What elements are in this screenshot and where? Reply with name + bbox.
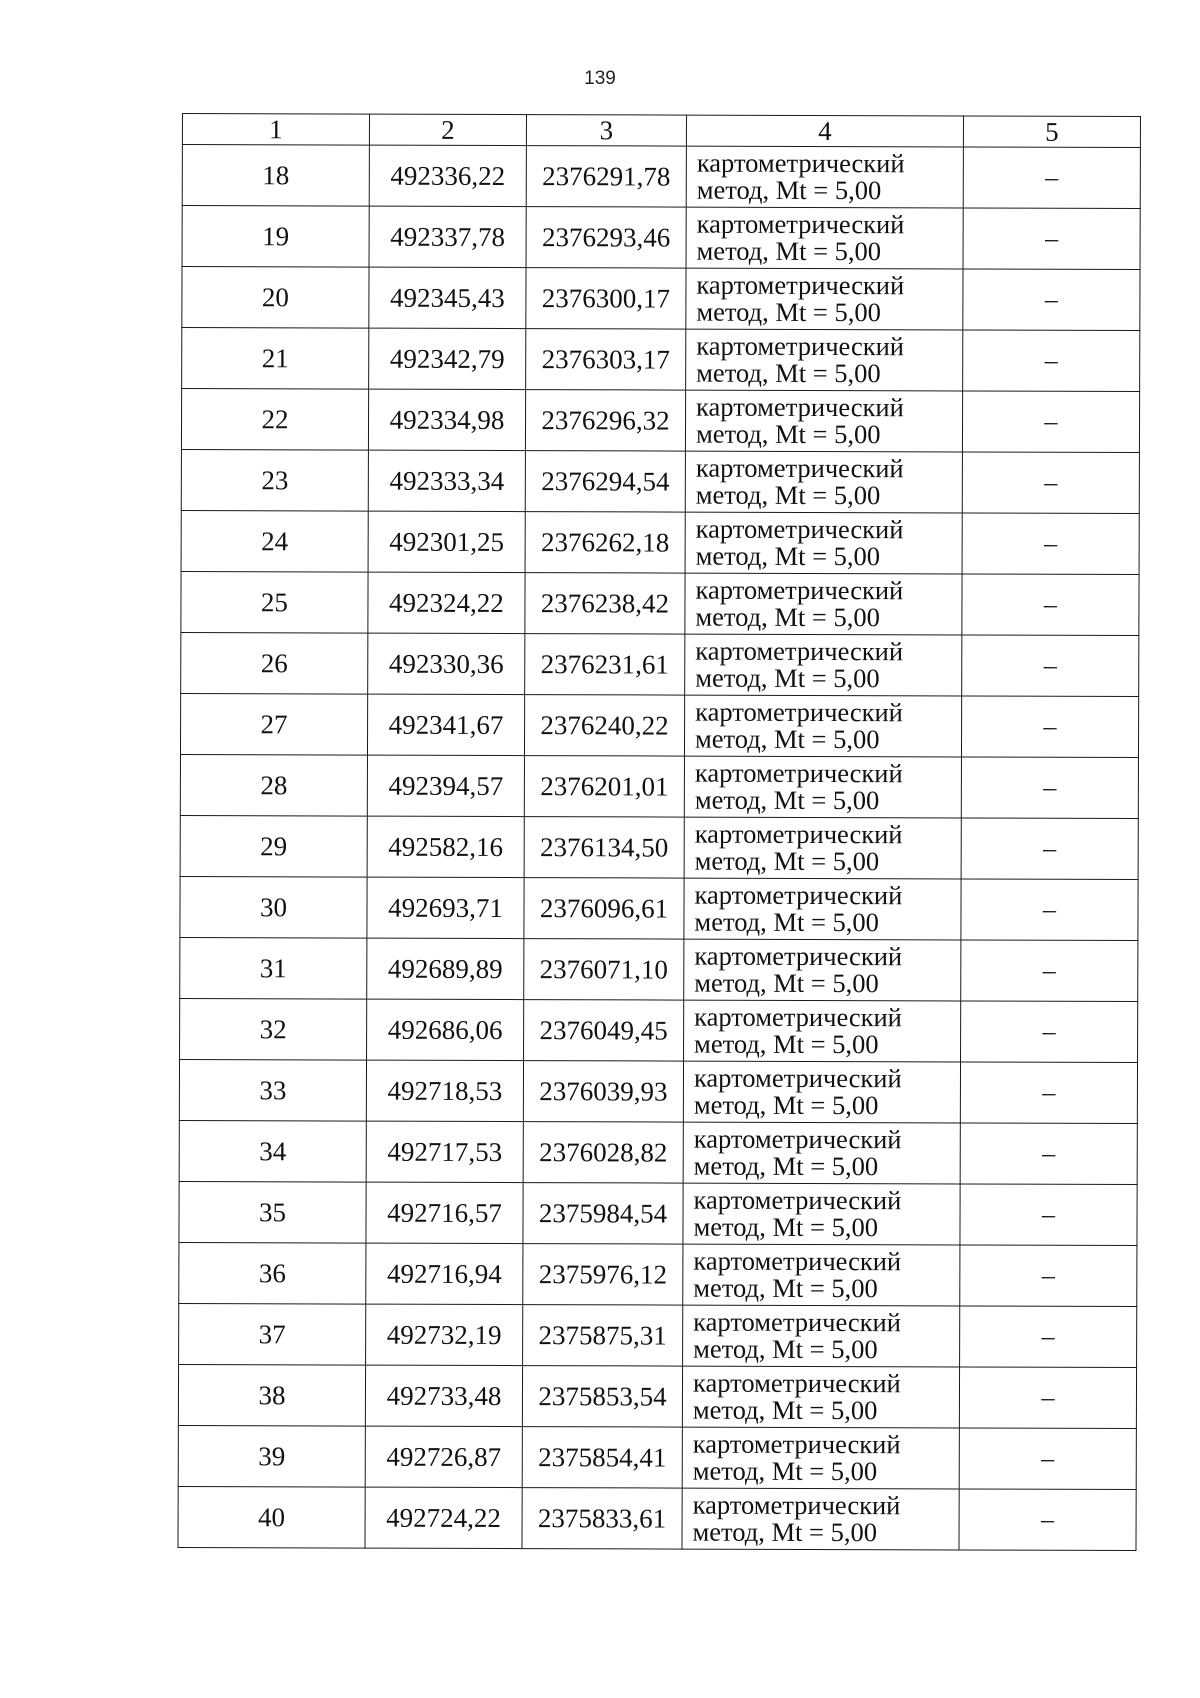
page-number: 139 [584, 68, 616, 89]
method-line-2: метод, Mt = 5,00 [692, 1394, 878, 1426]
method-cell [682, 1366, 959, 1428]
method-cell [684, 695, 961, 757]
point-number-cell: 21 [182, 328, 369, 390]
method-line-1: картометрический [692, 1489, 901, 1521]
method-line-1: картометрический [695, 635, 904, 667]
method-line-1: картометрический [696, 391, 904, 423]
col5-cell: – [962, 513, 1139, 575]
x-coordinate-cell: 492301,25 [368, 511, 525, 572]
y-coordinate-cell: 2376293,46 [526, 207, 686, 269]
point-number-cell: 31 [180, 937, 367, 999]
point-number-cell: 18 [182, 145, 369, 207]
table-row [178, 1364, 1136, 1428]
coordinates-table-container [177, 113, 1140, 1551]
x-coordinate-cell: 492345,43 [369, 267, 526, 328]
x-coordinate-cell: 492334,98 [368, 389, 525, 450]
col5-cell: – [962, 452, 1139, 514]
method-line-1: картометрический [695, 513, 904, 545]
point-number-cell: 37 [179, 1303, 366, 1365]
method-line-2: метод, Mt = 5,00 [694, 967, 879, 999]
method-cell [686, 207, 963, 269]
method-line-1: картометрический [695, 452, 904, 484]
x-coordinate-cell: 492336,22 [369, 145, 526, 206]
table-row [180, 998, 1138, 1062]
point-number-cell: 35 [179, 1181, 366, 1243]
col5-cell: – [961, 696, 1138, 758]
method-line-2: метод, Mt = 5,00 [694, 845, 880, 877]
table-row [180, 754, 1138, 818]
x-coordinate-cell: 492686,06 [367, 999, 524, 1060]
point-number-cell: 40 [178, 1486, 365, 1548]
x-coordinate-cell: 492724,22 [365, 1487, 522, 1548]
method-line-1: картометрический [694, 757, 903, 789]
method-line-2: метод, Mt = 5,00 [693, 1333, 878, 1365]
y-coordinate-cell: 2375853,54 [522, 1366, 682, 1428]
method-cell [685, 390, 962, 452]
y-coordinate-cell: 2376262,18 [525, 512, 685, 574]
col5-cell: – [962, 391, 1139, 453]
method-line-2: метод, Mt = 5,00 [696, 296, 881, 328]
method-cell [686, 146, 963, 208]
table-row [182, 206, 1140, 270]
y-coordinate-cell: 2376096,61 [524, 878, 684, 940]
method-cell [684, 939, 961, 1001]
point-number-cell: 33 [179, 1059, 366, 1121]
header-col-4: 4 [686, 115, 963, 147]
col5-cell: – [961, 879, 1138, 941]
x-coordinate-cell: 492732,19 [366, 1304, 523, 1365]
x-coordinate-cell: 492716,57 [366, 1182, 523, 1243]
y-coordinate-cell: 2375976,12 [523, 1244, 683, 1306]
method-cell [683, 1061, 960, 1123]
point-number-cell: 38 [178, 1364, 365, 1426]
method-line-2: метод, Mt = 5,00 [694, 784, 880, 816]
table-row [178, 1425, 1136, 1489]
point-number-cell: 24 [181, 510, 368, 572]
method-cell [682, 1488, 959, 1550]
method-line-2: метод, Mt = 5,00 [695, 418, 881, 450]
table-row [179, 1120, 1137, 1184]
table-row [181, 449, 1139, 513]
table-row [182, 328, 1140, 392]
point-number-cell: 22 [181, 389, 368, 451]
method-line-2: метод, Mt = 5,00 [695, 662, 880, 694]
method-line-2: метод, Mt = 5,00 [695, 540, 881, 572]
header-col-3: 3 [526, 115, 686, 147]
method-cell [684, 1000, 961, 1062]
x-coordinate-cell: 492337,78 [369, 206, 526, 267]
method-line-1: картометрический [694, 1001, 902, 1033]
x-coordinate-cell: 492733,48 [365, 1365, 522, 1426]
point-number-cell: 39 [178, 1425, 365, 1487]
col5-cell: – [961, 940, 1138, 1002]
point-number-cell: 29 [180, 815, 367, 877]
method-cell [684, 817, 961, 879]
y-coordinate-cell: 2376231,61 [525, 634, 685, 696]
y-coordinate-cell: 2376238,42 [525, 573, 685, 635]
point-number-cell: 23 [181, 449, 368, 511]
table-row [180, 693, 1138, 757]
method-cell [682, 1427, 959, 1489]
table-row [179, 1181, 1137, 1245]
method-line-1: картометрический [693, 1123, 902, 1155]
table-row [181, 510, 1139, 574]
col5-cell: – [962, 635, 1139, 697]
point-number-cell: 27 [180, 693, 367, 755]
method-line-1: картометрический [696, 330, 905, 362]
x-coordinate-cell: 492330,36 [368, 633, 525, 694]
x-coordinate-cell: 492718,53 [366, 1060, 523, 1121]
method-cell [684, 878, 961, 940]
method-line-2: метод, Mt = 5,00 [696, 357, 881, 389]
method-line-2: метод, Mt = 5,00 [693, 1089, 879, 1121]
method-line-2: метод, Mt = 5,00 [696, 174, 882, 206]
header-col-2: 2 [369, 114, 526, 145]
x-coordinate-cell: 492582,16 [367, 816, 524, 877]
table-row [179, 1303, 1137, 1367]
col5-cell: – [959, 1428, 1136, 1490]
table-header-row [182, 114, 1140, 148]
method-cell [683, 1244, 960, 1306]
table-row [182, 267, 1140, 331]
method-line-2: метод, Mt = 5,00 [693, 1272, 878, 1304]
y-coordinate-cell: 2376291,78 [526, 146, 686, 208]
method-line-2: метод, Mt = 5,00 [692, 1455, 878, 1487]
method-line-1: картометрический [695, 696, 903, 728]
point-number-cell: 32 [180, 998, 367, 1060]
y-coordinate-cell: 2375875,31 [523, 1305, 683, 1367]
table-row [181, 632, 1139, 696]
col5-cell: – [962, 574, 1139, 636]
point-number-cell: 30 [180, 876, 367, 938]
col5-cell: – [959, 1489, 1136, 1551]
y-coordinate-cell: 2376071,10 [524, 939, 684, 1001]
method-line-2: метод, Mt = 5,00 [693, 1150, 879, 1182]
col5-cell: – [961, 818, 1138, 880]
header-col-5: 5 [963, 116, 1140, 148]
y-coordinate-cell: 2375984,54 [523, 1183, 683, 1245]
method-line-2: метод, Mt = 5,00 [696, 235, 882, 267]
coordinates-table [177, 113, 1141, 1551]
method-line-1: картометрический [693, 1306, 901, 1338]
point-number-cell: 26 [181, 632, 368, 694]
point-number-cell: 19 [182, 206, 369, 268]
y-coordinate-cell: 2376303,17 [526, 329, 686, 391]
col5-cell: – [961, 757, 1138, 819]
method-cell [685, 512, 962, 574]
y-coordinate-cell: 2376294,54 [525, 451, 685, 513]
point-number-cell: 28 [180, 754, 367, 816]
table-row [180, 815, 1138, 879]
x-coordinate-cell: 492324,22 [368, 572, 525, 633]
x-coordinate-cell: 492394,57 [367, 755, 524, 816]
col5-cell: – [959, 1367, 1136, 1429]
table-row [182, 145, 1140, 209]
y-coordinate-cell: 2376300,17 [526, 268, 686, 330]
point-number-cell: 34 [179, 1120, 366, 1182]
y-coordinate-cell: 2376028,82 [523, 1122, 683, 1184]
method-cell [686, 329, 963, 391]
col5-cell: – [960, 1062, 1137, 1124]
y-coordinate-cell: 2375833,61 [522, 1488, 682, 1550]
method-line-2: метод, Mt = 5,00 [695, 479, 881, 511]
col5-cell: – [961, 1001, 1138, 1063]
method-line-2: метод, Mt = 5,00 [695, 601, 880, 633]
table-row [179, 1059, 1137, 1123]
point-number-cell: 25 [181, 571, 368, 633]
y-coordinate-cell: 2376240,22 [524, 695, 684, 757]
x-coordinate-cell: 492333,34 [368, 450, 525, 511]
x-coordinate-cell: 492342,79 [369, 328, 526, 389]
x-coordinate-cell: 492716,94 [366, 1243, 523, 1304]
method-line-1: картометрический [694, 879, 903, 911]
method-line-1: картометрический [692, 1367, 901, 1399]
y-coordinate-cell: 2376296,32 [525, 390, 685, 452]
method-line-1: картометрический [694, 818, 903, 850]
table-row [180, 876, 1138, 940]
x-coordinate-cell: 492726,87 [365, 1426, 522, 1487]
method-line-1: картометрический [696, 269, 905, 301]
method-cell [685, 634, 962, 696]
col5-cell: – [963, 208, 1140, 270]
table-row [178, 1486, 1136, 1550]
table-row [179, 1242, 1137, 1306]
point-number-cell: 20 [182, 267, 369, 329]
method-line-1: картометрический [693, 1062, 902, 1094]
y-coordinate-cell: 2376039,93 [523, 1061, 683, 1123]
col5-cell: – [963, 330, 1140, 392]
table-body [178, 145, 1140, 1551]
method-line-2: метод, Mt = 5,00 [694, 906, 879, 938]
table-row [181, 571, 1139, 635]
method-line-1: картометрический [693, 1184, 902, 1216]
header-col-1: 1 [182, 114, 369, 146]
method-line-1: картометрический [693, 1245, 902, 1277]
point-number-cell: 36 [179, 1242, 366, 1304]
method-line-2: метод, Mt = 5,00 [692, 1516, 878, 1548]
y-coordinate-cell: 2376134,50 [524, 817, 684, 879]
method-line-2: метод, Mt = 5,00 [694, 723, 880, 755]
col5-cell: – [960, 1123, 1137, 1185]
col5-cell: – [963, 269, 1140, 331]
method-cell [684, 756, 961, 818]
method-line-1: картометрический [692, 1428, 901, 1460]
method-cell [685, 573, 962, 635]
method-cell [683, 1183, 960, 1245]
table-row [181, 389, 1139, 453]
method-cell [683, 1122, 960, 1184]
method-line-1: картометрический [696, 208, 905, 240]
y-coordinate-cell: 2376201,01 [524, 756, 684, 818]
col5-cell: – [960, 1245, 1137, 1307]
method-line-1: картометрический [696, 147, 905, 179]
x-coordinate-cell: 492689,89 [367, 938, 524, 999]
x-coordinate-cell: 492717,53 [366, 1121, 523, 1182]
method-line-1: картометрический [695, 574, 904, 606]
method-line-1: картометрический [694, 940, 903, 972]
method-line-2: метод, Mt = 5,00 [694, 1028, 879, 1060]
y-coordinate-cell: 2375854,41 [522, 1427, 682, 1489]
method-cell [683, 1305, 960, 1367]
y-coordinate-cell: 2376049,45 [524, 1000, 684, 1062]
x-coordinate-cell: 492693,71 [367, 877, 524, 938]
col5-cell: – [963, 147, 1140, 209]
table-row [180, 937, 1138, 1001]
method-line-2: метод, Mt = 5,00 [693, 1211, 879, 1243]
x-coordinate-cell: 492341,67 [367, 694, 524, 755]
method-cell [686, 268, 963, 330]
method-cell [685, 451, 962, 513]
col5-cell: – [960, 1184, 1137, 1246]
col5-cell: – [960, 1306, 1137, 1368]
